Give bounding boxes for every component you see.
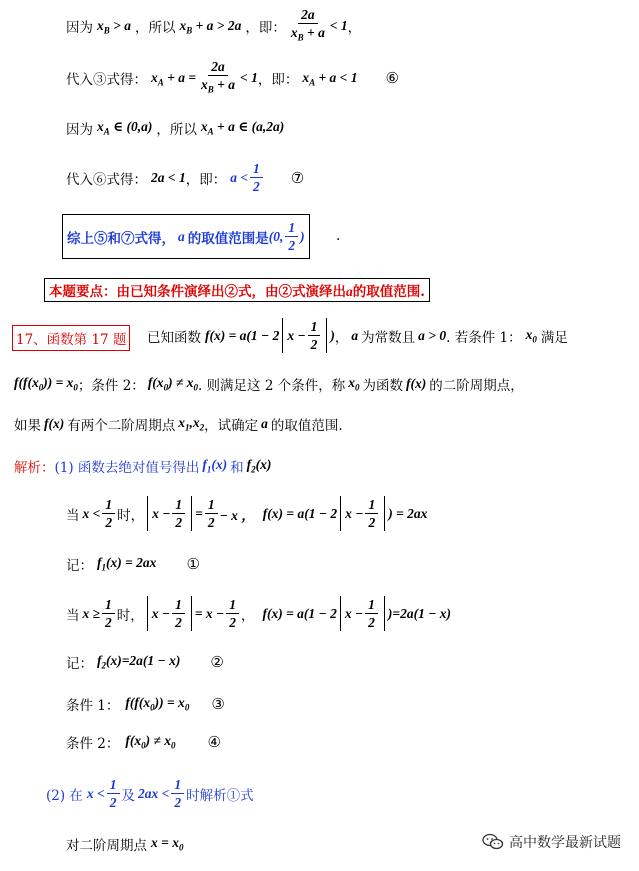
part-2: (2) 在 x < $\frac{1}{2}$ 及 2ax < $\frac{1}{2}$ 时解析①式 [46, 777, 254, 810]
record-1: 记： $f_1(x) = 2ax$ ① [66, 555, 200, 574]
question-line-3: 如果 f(x) 有两个二阶周期点 $x_1,x_2$ ，试确定 a 的取值范围. [14, 415, 343, 434]
solution-line-1: 解析： (1) 函数去绝对值号得出 $f_1(x)$ 和 $f_2(x)$ [14, 457, 272, 476]
case-1: 当 x < $\frac{1}{2}$ 时， x − $\frac{1}{2}$ = $\frac{1}{2}$ − x ， f(x) = a(1 − 2 x − $\frac{1}{2}$ ) = 2ax [66, 497, 428, 530]
condition-2: 条件 2： $f(x_0) \ne x_0$ ④ [66, 733, 221, 752]
case-2: 当 x ≥ $\frac{1}{2}$ 时， x − $\frac{1}{2}$ = x − $\frac{1}{2}$ ， f(x) = a(1 − 2 x − $\frac{1}{2}$ )=2a(1 − x) [66, 597, 452, 630]
question-label: 17、函数第 17 题 [12, 325, 130, 351]
line-4: 代入⑥式得： 2a < 1 ，即： a < $\frac{1}{2}$ ⑦ [66, 161, 305, 194]
watermark: 高中数学最新试题 [482, 832, 621, 852]
record-2: 记： $f_2(x)=2a(1 - x)$ ② [66, 653, 224, 672]
line-3: 因为 $x_A$ ∈ (0,a) ，所以 $x_A + a$ ∈ (a,2a) [66, 119, 285, 138]
line-1: 因为 $x_B > a$ ，所以 $x_B + a > 2a$ ，即： $\frac{2a}{x_B + a}$ < 1 ， [66, 6, 361, 47]
fraction: $\frac{2a}{x_B + a}$ [290, 7, 325, 43]
keypoint-box: 本题要点：由已知条件演绎出②式，由②式演绎出a的取值范围. [44, 278, 430, 302]
wechat-icon [482, 833, 504, 851]
line-2: 代入③式得： $x_A + a$ = $\frac{2a}{x_B + a}$ < 1 ，即： $x_A + a < 1$ ⑥ [66, 59, 399, 95]
summary-box: 综上⑤和⑦式得， a 的取值范围是 (0, $\frac{1}{2}$ ) [62, 214, 310, 259]
question-line-1: 已知函数 f(x) = a(1 − 2 x − $\frac{1}{2}$ ) ， a 为常数且 a > 0 . 若条件 1： $x_0$ 满足 [147, 319, 568, 352]
last-line: 对二阶周期点 $x = x_0$ [66, 835, 184, 854]
question-line-2: $f(f(x_0)) = x_0$ ；条件 2： $f(x_0) \ne x_0$ . 则满足这 2 个条件，称 $x_0$ 为函数 f(x) 的二阶周期点， [14, 375, 524, 394]
condition-1: 条件 1： $f(f(x_0)) = x_0$ ③ [66, 695, 225, 714]
